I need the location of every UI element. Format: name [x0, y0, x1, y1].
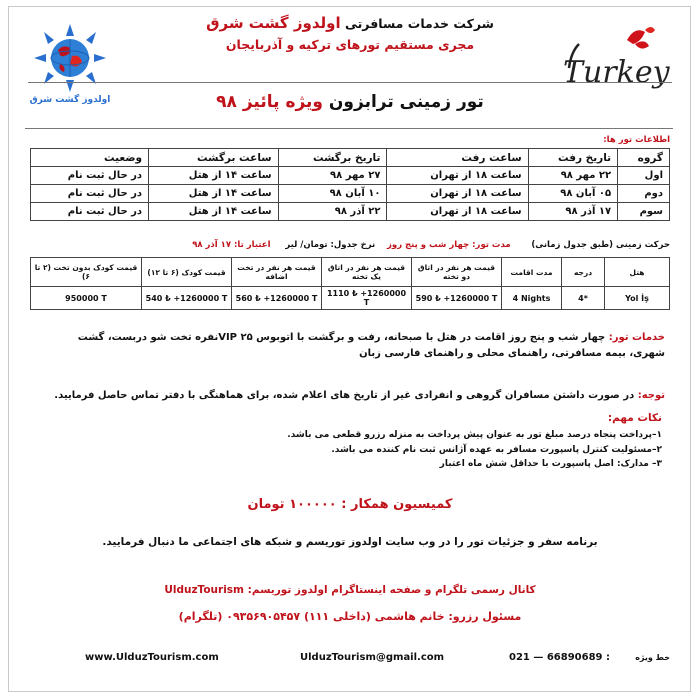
column-header: تاریخ برگشت — [278, 149, 387, 167]
table-cell: ساعت ۱۸ از تهران — [387, 167, 528, 185]
column-header: قیمت هر نفر در اتاق دو تخته — [412, 258, 502, 287]
list-item: ۳– مدارک: اصل پاسپورت با حداقل شش ماه اعتبار — [439, 459, 662, 469]
list-item: ۱–پرداخت پنجاه درصد مبلغ تور به عنوان پیش پرداخت به منزله رزرو قطعی می باشد. — [287, 430, 662, 440]
rate-text: نرخ جدول: تومان/ لیر — [285, 240, 376, 250]
company-line — [150, 14, 550, 32]
header — [150, 6, 550, 52]
tips-title: نکات مهم: — [607, 412, 662, 424]
title-part2: ویژه پائیز ۹۸ — [216, 92, 323, 112]
tips-list — [102, 428, 662, 472]
company-logo — [30, 22, 110, 106]
page-title — [100, 92, 600, 112]
services-text: چهار شب و پنج روز اقامت در هتل با صبحانه، رفت و برگشت با اتوبوس VIP ۲۵نفره تخت شو دربست، گشت شهری، بیمه مسافرتی، راهنمای محلی و راهنمای فارسی زبان — [77, 332, 665, 359]
reservation-contact: مسئول رزرو: خانم هاشمی (داخلی ۱۱۱) ۰۹۳۵۶۹۰۵۴۵۷ (تلگرام) — [178, 610, 522, 623]
duration-text: مدت تور: چهار شب و پنج روز — [387, 240, 511, 250]
email-link[interactable]: UlduzTourism@gmail.com — [300, 652, 445, 663]
table-cell: ساعت ۱۸ از تهران — [387, 185, 528, 203]
telegram-channel: کانال رسمی تلگرام و صفحه اینستاگرام اولدوز توریسم: UlduzTourism — [164, 584, 536, 596]
column-header: مدت اقامت — [502, 258, 562, 287]
attention-note — [40, 388, 665, 404]
logo-caption: اولدوز گشت شرق — [30, 95, 110, 105]
note-text: در صورت داشتن مسافران گروهی و انفرادی غیر از تاریخ های اعلام شده، برای هماهنگی با دفتر تماس حاصل فرمایید. — [54, 390, 635, 401]
price-child: 540 ₺ +1260000 T — [142, 287, 232, 310]
price-single: 1110 ₺ +1260000 T — [322, 287, 412, 310]
table-cell: در حال ثبت نام — [31, 203, 149, 221]
table-row — [31, 203, 670, 221]
table-header-row — [31, 258, 670, 287]
hotel-stars: 4* — [562, 287, 605, 310]
title-part1: تور زمینی ترابزون — [328, 92, 484, 112]
table-cell: ساعت ۱۴ از هتل — [149, 203, 279, 221]
table-cell: اول — [618, 167, 670, 185]
phone-number[interactable]: 021 — 66890689 : — [509, 652, 610, 663]
table-cell: ۲۲ مهر ۹۸ — [528, 167, 617, 185]
table-cell: ساعت ۱۸ از تهران — [387, 203, 528, 221]
table-cell: ۲۷ مهر ۹۸ — [278, 167, 387, 185]
column-header: تاریخ رفت — [528, 149, 617, 167]
turkey-logo — [555, 22, 685, 94]
table-cell: ۱۰ آبان ۹۸ — [278, 185, 387, 203]
table-cell: ۱۷ آذر ۹۸ — [528, 203, 617, 221]
website-link[interactable]: www.UlduzTourism.com — [85, 652, 219, 663]
table-cell: در حال ثبت نام — [31, 185, 149, 203]
table-cell: ۲۲ آذر ۹۸ — [278, 203, 387, 221]
hotel-name: Yol İş — [605, 287, 670, 310]
globe-icon — [30, 22, 110, 106]
table-cell: در حال ثبت نام — [31, 167, 149, 185]
table-cell: دوم — [618, 185, 670, 203]
table-cell: ساعت ۱۴ از هتل — [149, 167, 279, 185]
column-header: قیمت کودک بدون تخت (۲ تا ۶) — [31, 258, 142, 287]
table-cell: ۰۵ آبان ۹۸ — [528, 185, 617, 203]
column-header: هتل — [605, 258, 670, 287]
table-header-row — [31, 149, 670, 167]
column-header: قیمت هر نفر در تخت اضافه — [232, 258, 322, 287]
column-header: گروه — [618, 149, 670, 167]
divider — [28, 82, 672, 83]
program-text: برنامه سفر و جزئیات تور را در وب سایت اولدوز توریسم و شبکه های اجتماعی ما دنبال فرمایید. — [102, 536, 598, 548]
column-header: قیمت هر نفر در اتاق یک تخته — [322, 258, 412, 287]
column-header: ساعت برگشت — [149, 149, 279, 167]
company-subtitle: مجری مستقیم تورهای ترکیه و آذربایجان — [225, 37, 475, 52]
tulip-icon — [555, 22, 685, 94]
column-header: وضعیت — [31, 149, 149, 167]
validity-text: اعتبار تا: ۱۷ آذر ۹۸ — [192, 240, 271, 250]
note-label: توجه: — [637, 390, 665, 401]
price-double: 590 ₺ +1260000 T — [412, 287, 502, 310]
tour-summary-line — [30, 240, 670, 250]
tour-dates-table — [30, 148, 670, 221]
column-header: درجه — [562, 258, 605, 287]
divider — [25, 128, 673, 129]
table-cell: ساعت ۱۴ از هتل — [149, 185, 279, 203]
table-row — [31, 185, 670, 203]
price-table — [30, 257, 670, 310]
tour-info-label: اطلاعات تور ها: — [603, 135, 670, 145]
table-cell: سوم — [618, 203, 670, 221]
commission-text: کمیسیون همکار : ۱۰۰۰۰۰ تومان — [247, 497, 453, 512]
table-row — [31, 167, 670, 185]
tour-services — [40, 330, 665, 362]
services-label: خدمات تور: — [608, 332, 665, 343]
turkey-logo-text: Turkey — [563, 55, 670, 90]
price-extra-bed: 560 ₺ +1260000 T — [232, 287, 322, 310]
list-item: ۲–مسئولیت کنترل پاسپورت مسافر به عهده آژانس ثبت نام کننده می باشد. — [331, 444, 662, 455]
phone-label: خط ویژه — [635, 653, 670, 662]
table-row — [31, 287, 670, 310]
stay-duration: 4 Nights — [502, 287, 562, 310]
company-prefix: شرکت خدمات مسافرتی — [344, 16, 494, 31]
price-child-no-bed: 950000 T — [31, 287, 142, 310]
column-header: قیمت کودک (۶ تا ۱۲) — [142, 258, 232, 287]
company-name: اولدوز گشت شرق — [206, 14, 341, 32]
column-header: ساعت رفت — [387, 149, 528, 167]
schedule-text: حرکت زمینی (طبق جدول زمانی) — [531, 240, 670, 250]
